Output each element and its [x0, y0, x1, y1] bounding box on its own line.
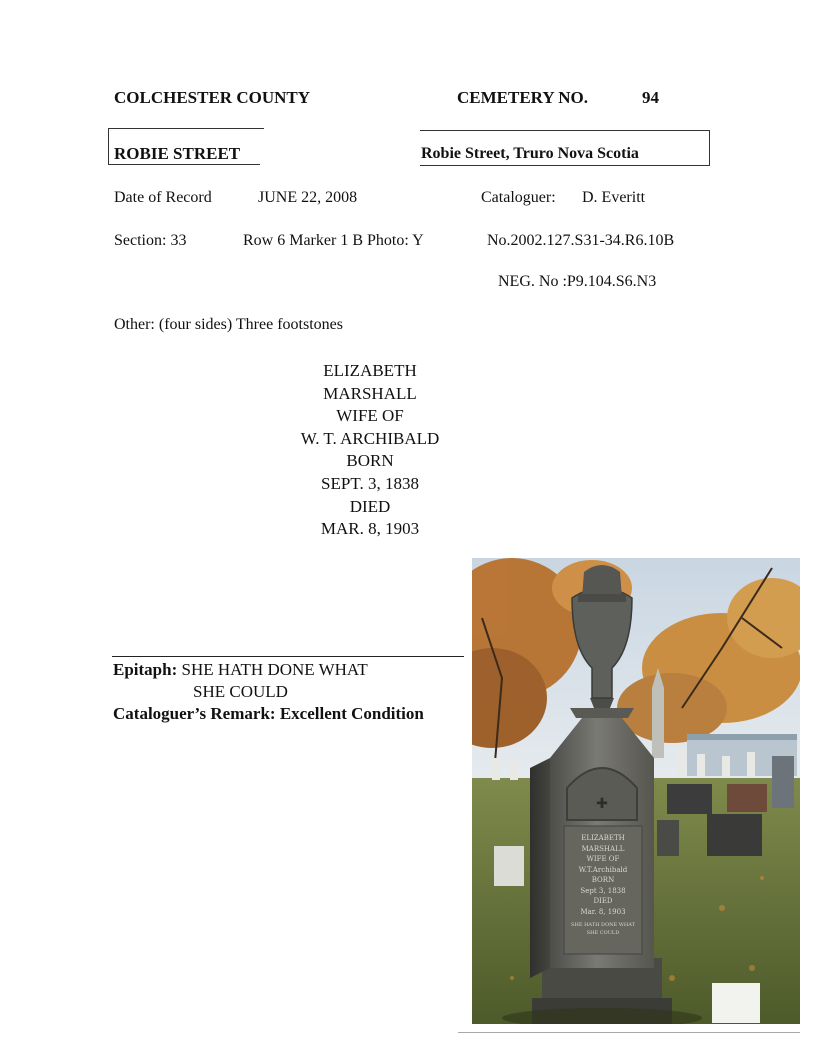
headstone-photo: [472, 558, 800, 1024]
cataloguer-label: Cataloguer:: [481, 189, 556, 206]
epitaph-label: Epitaph:: [113, 660, 178, 679]
other-notes: Other: (four sides) Three footstones: [114, 316, 343, 333]
inscription-line: ELIZABETH: [323, 361, 417, 380]
remark-value: Excellent Condition: [279, 704, 424, 723]
date-of-record-label: Date of Record: [114, 189, 212, 206]
inscription-line: WIFE OF: [336, 406, 404, 426]
svg-text:DIED: DIED: [593, 897, 613, 905]
county-title: COLCHESTER COUNTY: [114, 88, 311, 107]
inscription-block: [250, 360, 490, 541]
epitaph-rule: [112, 656, 464, 657]
name-box-top-rule: [108, 128, 264, 129]
svg-text:WIFE OF: WIFE OF: [586, 855, 620, 863]
cemetery-number-label: CEMETERY NO.: [457, 88, 589, 107]
svg-text:BORN: BORN: [591, 876, 615, 884]
svg-text:✚: ✚: [596, 796, 608, 812]
location-box-top-rule: [420, 130, 710, 131]
svg-text:ELIZABETH: ELIZABETH: [581, 834, 625, 842]
epitaph-line-2: SHE COULD: [193, 682, 288, 701]
svg-text:Mar. 8, 1903: Mar. 8, 1903: [580, 908, 626, 916]
cemetery-name: ROBIE STREET: [114, 144, 241, 163]
epitaph-text-1: SHE HATH DONE WHAT: [181, 660, 368, 679]
remark-label: Cataloguer’s Remark:: [113, 704, 276, 723]
svg-text:W.T.Archibald: W.T.Archibald: [578, 866, 628, 874]
svg-text:SHE COULD: SHE COULD: [586, 930, 620, 936]
section-field: Section: 33: [114, 232, 187, 249]
epitaph-line-1: [113, 660, 368, 680]
inscription-line: BORN: [346, 451, 394, 471]
headstone-photo-illustration: [472, 558, 800, 1024]
cataloguer-remark: [113, 704, 424, 724]
location-box-right-rule: [709, 130, 710, 166]
row-marker-photo-field: Row 6 Marker 1 B Photo: Y: [243, 232, 424, 249]
inscription-line: W. T. ARCHIBALD: [300, 428, 440, 448]
cataloguer-name: D. Everitt: [582, 189, 646, 206]
svg-text:SHE HATH DONE WHAT: SHE HATH DONE WHAT: [571, 922, 635, 928]
cemetery-location: Robie Street, Truro Nova Scotia: [421, 145, 639, 162]
svg-text:MARSHALL: MARSHALL: [581, 845, 625, 853]
negative-number: NEG. No :P9.104.S6.N3: [498, 273, 657, 290]
photo-bottom-rule: [458, 1032, 800, 1033]
photo-number: No.2002.127.S31-34.R6.10B: [487, 232, 675, 249]
cemetery-number: 94: [642, 88, 659, 107]
inscription-line: MAR. 8, 1903: [320, 519, 420, 539]
name-box-bottom-rule: [108, 164, 260, 165]
svg-text:Sept 3, 1838: Sept 3, 1838: [580, 887, 626, 895]
location-box-bottom-rule: [420, 165, 710, 166]
name-box-left-rule: [108, 128, 109, 164]
date-of-record-value: JUNE 22, 2008: [258, 189, 358, 206]
inscription-line: MARSHALL: [323, 383, 417, 403]
inscription-line: DIED: [349, 496, 391, 516]
inscription-line: SEPT. 3, 1838: [321, 473, 419, 493]
